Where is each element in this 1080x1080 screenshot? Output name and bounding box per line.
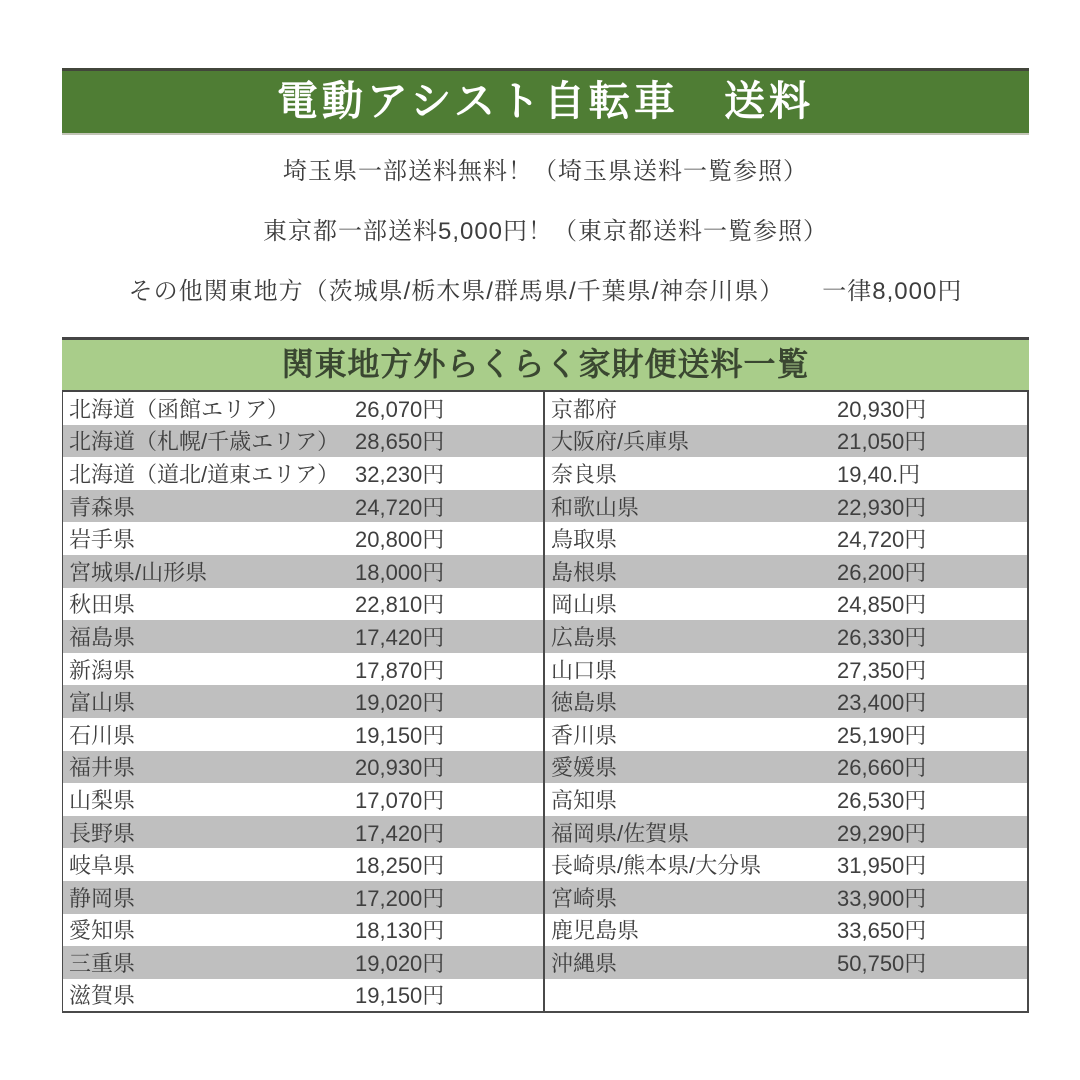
prefecture-cell: 滋賀県 [69,983,136,1009]
table-title: 関東地方外らくらく家財便送料一覧 [281,346,810,382]
shipping-fee-sheet [62,68,1029,1013]
prefecture-cell: 北海道（道北/道東エリア） [69,461,340,487]
prefecture-cell: 福岡県/佐賀県 [551,820,690,846]
table-row [545,555,1027,588]
fee-cell: 24,850円 [837,592,927,618]
fee-cell: 26,660円 [837,755,927,781]
table-title-banner [62,337,1029,392]
table-row [63,392,543,425]
table-row [63,653,543,686]
prefecture-cell: 北海道（札幌/千歳エリア） [69,429,340,455]
fee-cell: 22,810円 [355,592,445,618]
fee-cell: 18,130円 [355,918,445,944]
prefecture-cell: 愛知県 [69,918,136,944]
prefecture-cell: 宮崎県 [551,885,618,911]
table-row [545,914,1027,947]
fee-cell: 18,000円 [355,559,445,585]
fee-cell: 19,40.円 [837,461,921,487]
table-row [63,783,543,816]
table-row [63,425,543,458]
fee-cell: 31,950円 [837,853,927,879]
fee-cell: 27,350円 [837,657,927,683]
table-row [545,457,1027,490]
table-row [545,653,1027,686]
fee-cell: 26,530円 [837,787,927,813]
page-title: 電動アシスト自転車 送料 [276,78,815,124]
prefecture-cell: 石川県 [69,722,136,748]
fee-cell: 24,720円 [355,494,445,520]
note-saitama: 埼玉県一部送料無料！（埼玉県送料一覧参照） [283,158,808,185]
fee-cell: 20,930円 [837,396,927,422]
prefecture-cell: 香川県 [551,722,618,748]
table-row [545,425,1027,458]
prefecture-cell: 愛媛県 [551,755,618,781]
fee-cell: 17,200円 [355,885,445,911]
note-tokyo: 東京都一部送料5,000円！（東京都送料一覧参照） [262,218,829,245]
prefecture-cell: 鳥取県 [551,527,618,553]
prefecture-cell: 青森県 [69,494,136,520]
table-row [63,522,543,555]
table-row [545,490,1027,523]
fee-cell: 17,420円 [355,820,445,846]
fee-cell: 26,070円 [355,396,445,422]
fee-cell: 29,290円 [837,820,927,846]
table-row [63,490,543,523]
prefecture-cell: 三重県 [69,950,136,976]
table-row [63,457,543,490]
fee-cell: 19,020円 [355,690,445,716]
prefecture-cell: 長野県 [69,820,136,846]
fee-cell: 17,870円 [355,657,445,683]
table-row [545,620,1027,653]
table-row [545,783,1027,816]
prefecture-cell: 広島県 [551,624,618,650]
table-row [545,848,1027,881]
fee-cell: 20,800円 [355,527,445,553]
prefecture-cell: 奈良県 [551,461,618,487]
table-row [63,946,543,979]
prefecture-cell: 京都府 [551,396,618,422]
table-row [545,979,1027,1012]
fee-cell: 50,750円 [837,950,927,976]
fee-cell: 33,900円 [837,885,927,911]
fee-cell: 19,020円 [355,950,445,976]
prefecture-cell: 北海道（函館エリア） [69,396,290,422]
table-row [63,751,543,784]
prefecture-cell: 沖縄県 [551,950,618,976]
fee-cell: 28,650円 [355,429,445,455]
table-right-column [545,392,1029,1011]
table-row [545,881,1027,914]
prefecture-cell: 秋田県 [69,592,136,618]
fee-cell: 23,400円 [837,690,927,716]
prefecture-cell: 高知県 [551,787,618,813]
table-row [545,946,1027,979]
table-row [545,588,1027,621]
prefecture-cell: 山口県 [551,657,618,683]
fee-cell: 17,070円 [355,787,445,813]
table-row [63,979,543,1012]
table-row [545,685,1027,718]
fee-cell: 26,330円 [837,624,927,650]
prefecture-cell: 静岡県 [69,885,136,911]
fee-cell: 26,200円 [837,559,927,585]
fee-cell: 33,650円 [837,918,927,944]
prefecture-cell: 山梨県 [69,787,136,813]
table-row [63,881,543,914]
prefecture-cell: 岡山県 [551,592,618,618]
shipping-fee-table [62,392,1029,1013]
table-row [63,620,543,653]
table-row [63,588,543,621]
main-title-banner [62,68,1029,135]
fee-cell: 21,050円 [837,429,927,455]
prefecture-cell: 鹿児島県 [551,918,640,944]
fee-cell: 17,420円 [355,624,445,650]
fee-cell: 22,930円 [837,494,927,520]
prefecture-cell: 大阪府/兵庫県 [551,429,690,455]
prefecture-cell: 福井県 [69,755,136,781]
table-row [545,522,1027,555]
fee-cell: 32,230円 [355,461,445,487]
table-row [63,555,543,588]
table-row [545,392,1027,425]
fee-cell: 19,150円 [355,983,445,1009]
note-other-kanto: その他関東地方（茨城県/栃木県/群馬県/千葉県/神奈川県） 一律8,000円 [128,278,963,305]
prefecture-cell: 長崎県/熊本県/大分県 [551,853,762,879]
fee-cell: 24,720円 [837,527,927,553]
prefecture-cell: 岐阜県 [69,853,136,879]
prefecture-cell: 島根県 [551,559,618,585]
table-row [63,848,543,881]
prefecture-cell: 岩手県 [69,527,136,553]
prefecture-cell: 徳島県 [551,690,618,716]
table-row [63,718,543,751]
fee-cell: 20,930円 [355,755,445,781]
table-row [63,816,543,849]
fee-cell: 18,250円 [355,853,445,879]
table-row [545,816,1027,849]
table-row [63,914,543,947]
fee-cell: 19,150円 [355,722,445,748]
shipping-notes [62,135,1029,337]
table-row [545,718,1027,751]
prefecture-cell: 新潟県 [69,657,136,683]
fee-cell: 25,190円 [837,722,927,748]
prefecture-cell: 福島県 [69,624,136,650]
table-left-column [62,392,545,1011]
prefecture-cell: 宮城県/山形県 [69,559,208,585]
table-row [545,751,1027,784]
prefecture-cell: 富山県 [69,690,136,716]
prefecture-cell: 和歌山県 [551,494,640,520]
table-row [63,685,543,718]
